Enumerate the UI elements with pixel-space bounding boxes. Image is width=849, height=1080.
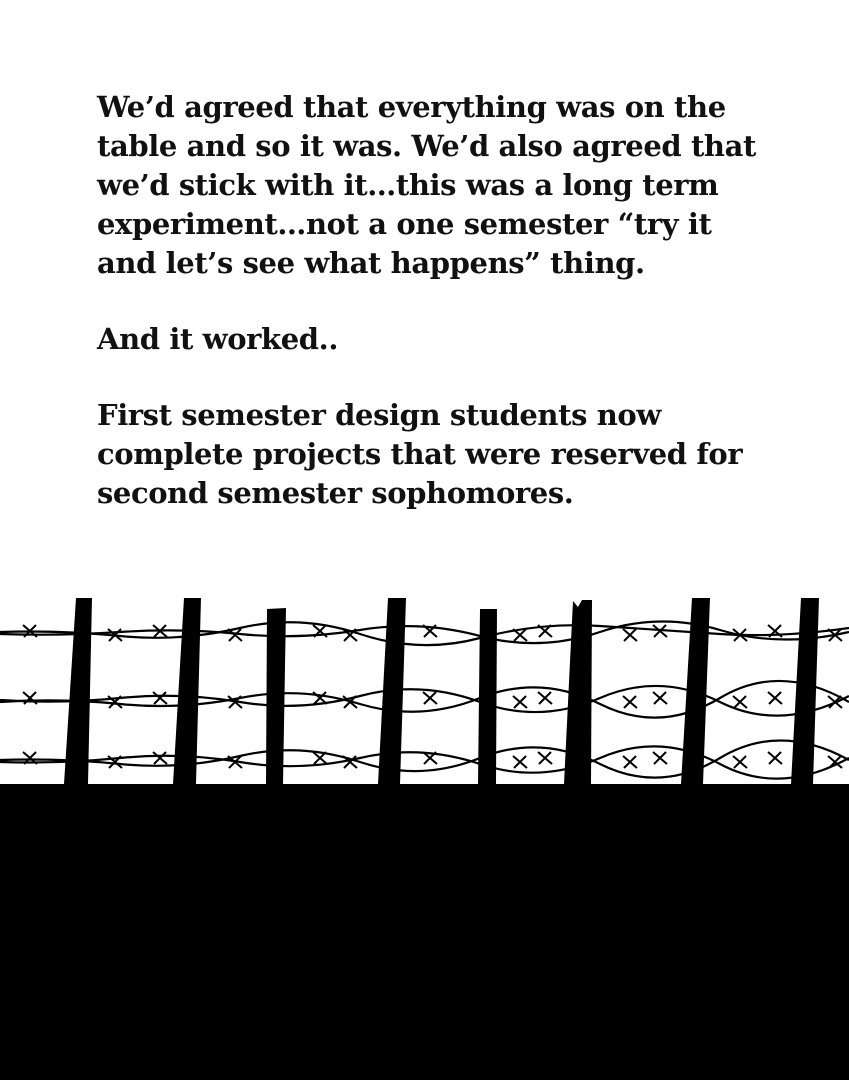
text-line: First semester design students now — [97, 398, 661, 432]
paragraph-3 — [97, 396, 797, 513]
text-line: complete projects that were reserved for — [97, 437, 743, 471]
fence-wires — [0, 621, 849, 778]
text-line: We’d agreed that everything was on the — [97, 90, 726, 124]
text-line: we’d stick with it…this was a long term — [97, 168, 719, 202]
text-line: table and so it was. We’d also agreed that — [97, 129, 757, 163]
barbed-wire — [0, 740, 849, 777]
fence-post — [478, 609, 497, 784]
body-text — [97, 88, 797, 550]
text-line: experiment…not a one semester “try it — [97, 207, 712, 241]
fence-post — [64, 598, 92, 784]
text-line: and let’s see what happens” thing. — [97, 246, 645, 280]
paragraph-2 — [97, 320, 797, 359]
fence-post — [791, 598, 819, 784]
barbed-wire-fence-illustration — [0, 552, 849, 784]
barbed-wire — [0, 621, 849, 643]
text-line: And it worked.. — [97, 322, 339, 356]
ground-silhouette — [0, 784, 849, 1080]
paragraph-1 — [97, 88, 797, 283]
barbed-wire — [0, 681, 849, 718]
fence-post — [266, 608, 286, 784]
text-line: second semester sophomores. — [97, 476, 574, 510]
